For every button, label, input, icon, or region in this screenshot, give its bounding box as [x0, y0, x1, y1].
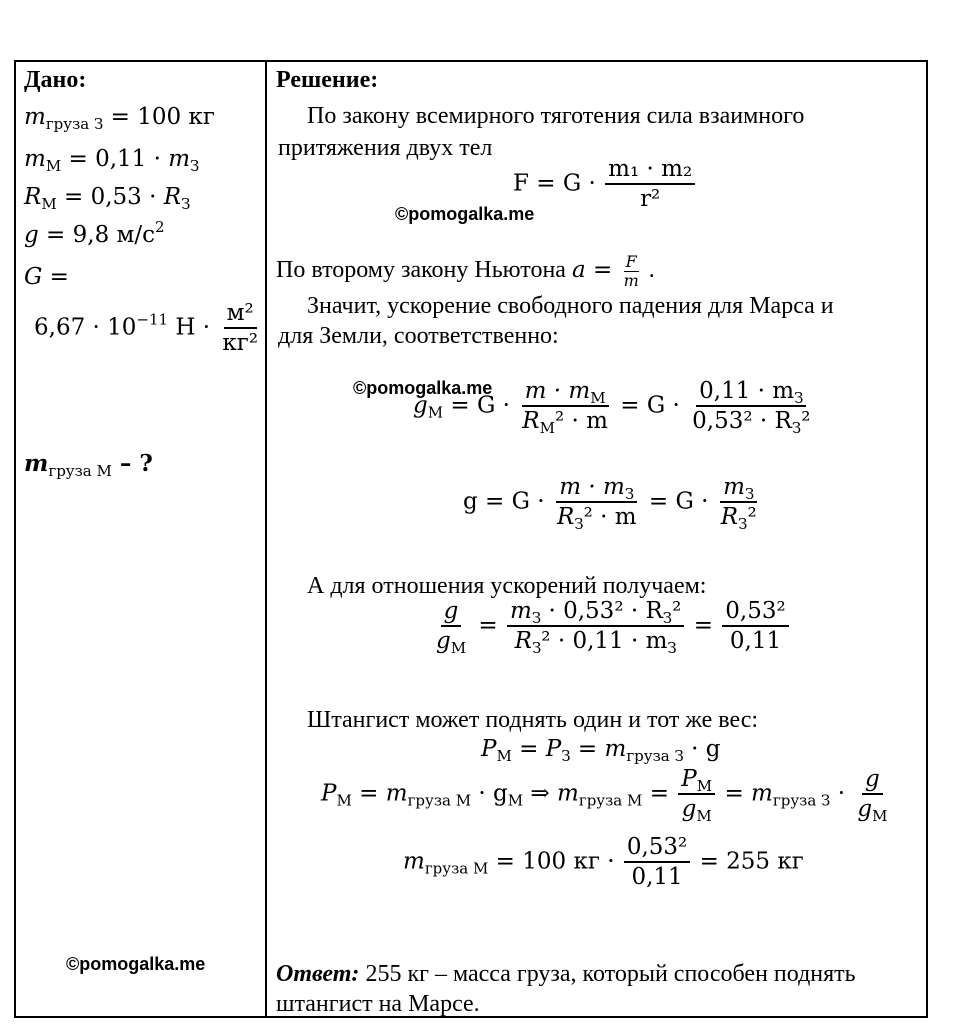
paragraph-accel-1: Значит, ускорение свободного падения для Марса и: [307, 293, 834, 319]
solution-table: [14, 60, 928, 1018]
paragraph-gravity-law-2: притяжения двух тел: [278, 135, 493, 161]
paragraph-gravity-law-1: По закону всемирного тяготения сила взаимного: [307, 103, 805, 129]
given-gravity: g = 9,8 $м/с^2$: [24, 218, 165, 248]
watermark: ©pomogalka.me: [66, 954, 206, 974]
formula-result: $m_{груза М} = 100$ кг · $\frac{\text{0,53²}}{0,11}$ = 255 кг: [403, 834, 804, 890]
formula-g-earth: g = G · $\frac{m \cdot m_З}{R_З^2 \cdot m}$ = G · $\frac{m_З}{R_З^2}$: [463, 474, 757, 533]
paragraph-accel-2: для Земли, соответственно:: [278, 323, 559, 349]
given-mass-earth: $m_{груза З} = 100$ кг: [24, 104, 215, 133]
formula-g-mars: $g_М = G$ · $\frac{m \cdot m_М}{R_М^2 \cdot m}$ = G · $\frac{0,11 \cdot m_З}{0,53^2 \cdot R_З^2}$: [413, 378, 811, 437]
formula-weight-mars: $P_М = m_{груза М} \cdot g_М$ ⇒ $m_{груза М}$ = $\frac{P_М}{g_М}$ = $m_{груза З}$ · $\frac{g}{g_М}$: [321, 766, 888, 825]
given-column: [16, 62, 265, 1016]
given-mass-mars: $m_М = 0,11 \cdot m_З$: [24, 146, 200, 175]
formula-ratio: $\frac{g}{g_М}$ = $\frac{m_З \cdot 0,53^2 \cdot R_З^2}{R_З^2 \cdot 0,11 \cdot m_З}$ = $\frac{\text{0,53²}}{0,11}$: [431, 600, 791, 653]
given-radius-mars: $R_М = 0,53 \cdot R_З$: [24, 184, 191, 213]
answer-line-2: штангист на Марсе.: [276, 991, 480, 1017]
find-unknown: $m_{груза М}$ – ?: [24, 450, 153, 480]
paragraph-second-law: По второму закону Ньютона a = $\frac{F}{m}$ .: [276, 252, 655, 290]
formula-weight-equal: $P_М = P_З = m_{груза З} \cdot g$: [481, 736, 721, 765]
answer-line-1: Ответ: 255 кг – масса груза, который способен поднять: [276, 961, 856, 987]
solution-column: [267, 62, 926, 1016]
paragraph-ratio: А для отношения ускорений получаем:: [307, 573, 707, 599]
given-heading: Дано:: [24, 67, 87, 93]
unit-fraction: $\frac{\text{м²}}{\text{кг²}}$: [222, 300, 259, 356]
formula-newton-gravity: F = G · $\frac{\text{m₁ · m₂}}{\text{r²}}$: [513, 158, 697, 211]
given-g-constant-label: G =: [24, 264, 69, 290]
paragraph-weight: Штангист может поднять один и тот же вес:: [307, 707, 759, 733]
watermark: ©pomogalka.me: [395, 204, 535, 224]
given-g-constant-value: $6,67 \cdot 10^{-11}$ Н · $\frac{\text{м²}}{\text{кг²}}$: [34, 302, 263, 355]
watermark: ©pomogalka.me: [353, 378, 493, 398]
solution-heading: Решение:: [276, 67, 379, 93]
